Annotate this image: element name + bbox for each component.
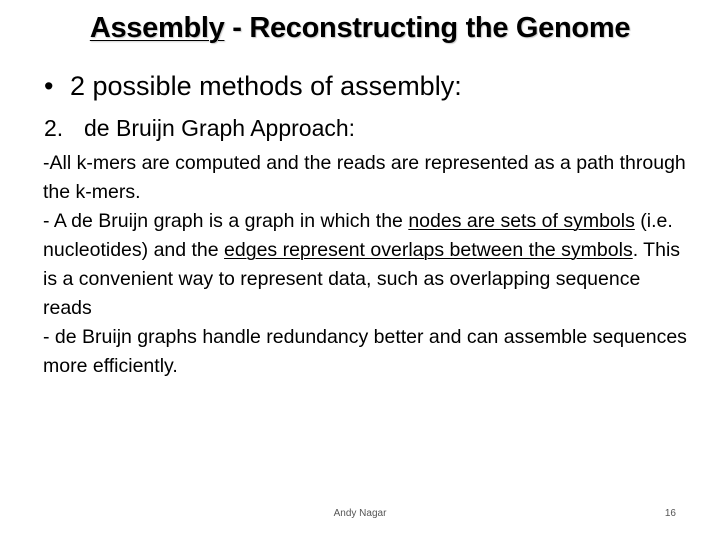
slide-title (0, 10, 720, 46)
paragraph-definition (43, 207, 693, 323)
definition-edges-underlined: edges represent overlaps between the symbols (224, 239, 633, 261)
body-text (43, 149, 693, 381)
numbered-marker: 2. (44, 115, 64, 141)
definition-part-c: (i.e. nucleotides) and the (43, 210, 673, 261)
main-bullet-text: 2 possible methods of assembly: (70, 71, 462, 101)
main-bullet (44, 68, 462, 104)
numbered-item-text: de Bruijn Graph Approach: (84, 115, 356, 141)
bullet-marker: • (44, 71, 54, 101)
paragraph-kmers: -All k-mers are computed and the reads are represented as a path through the k-mers. (43, 152, 686, 203)
title-underlined-word: Assembly (89, 12, 225, 44)
numbered-item (44, 113, 355, 143)
page-number: 16 (664, 508, 676, 519)
definition-nodes-underlined: nodes are sets of symbols (408, 210, 635, 232)
footer-author: Andy Nagar (333, 508, 387, 519)
definition-part-e: . This is a convenient way to represent data, such as overlapping sequence reads (43, 239, 681, 319)
definition-part-a: - A de Bruijn graph is a graph in which the (43, 210, 409, 232)
paragraph-redundancy: - de Bruijn graphs handle redundancy better and can assemble sequences more efficiently. (43, 326, 687, 377)
title-rest: - Reconstructing the Genome (224, 12, 631, 44)
